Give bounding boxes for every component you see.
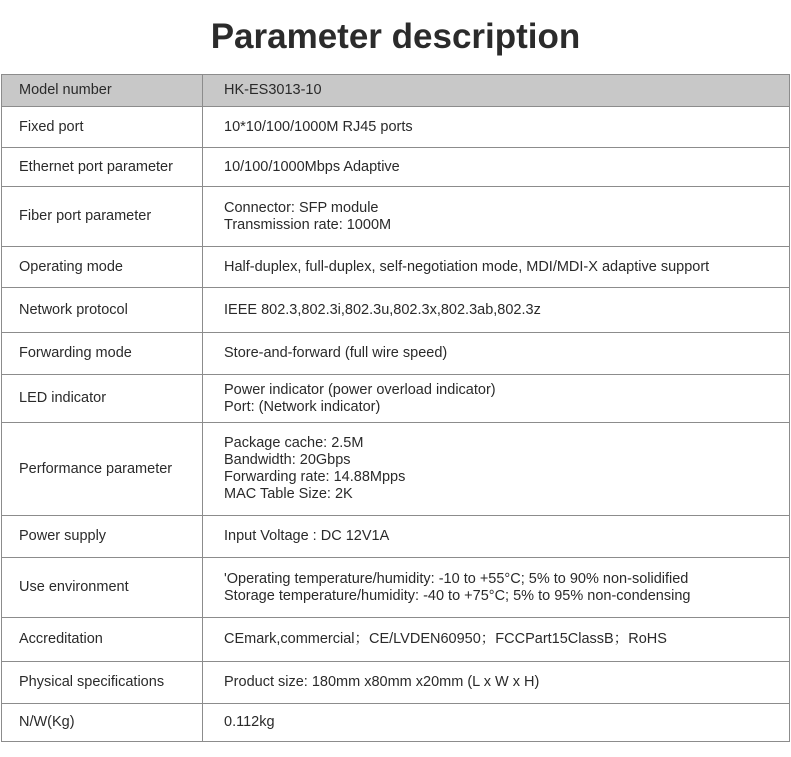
param-value [203, 75, 790, 107]
param-value-line: IEEE 802.3,802.3i,802.3u,802.3x,802.3ab,802.3z [224, 301, 541, 318]
param-value-line: Bandwidth: 20Gbps [224, 452, 351, 468]
param-name: Operating mode [2, 247, 203, 288]
param-value [203, 618, 790, 662]
param-name: Fixed port [2, 107, 203, 148]
param-name: Power supply [2, 516, 203, 558]
param-value-line: Power indicator (power overload indicator) [224, 381, 496, 398]
param-value [203, 558, 790, 618]
table-row [2, 375, 790, 423]
table-row [2, 187, 790, 247]
table-row [2, 423, 790, 516]
table-row [2, 516, 790, 558]
param-value-line: Storage temperature/humidity: -40 to +75°C; 5% to 95% non-condensing [224, 587, 691, 604]
param-value [203, 423, 790, 516]
param-name: Ethernet port parameter [2, 148, 203, 187]
table-row [2, 247, 790, 288]
param-name: N/W(Kg) [2, 704, 203, 742]
param-name: Model number [2, 75, 203, 107]
param-name: Use environment [2, 558, 203, 618]
param-value-line: 'Operating temperature/humidity: -10 to +55°C; 5% to 90% non-solidified [224, 570, 689, 587]
param-value-line: Half-duplex, full-duplex, self-negotiation mode, MDI/MDI-X adaptive support [224, 258, 710, 275]
table-row [2, 288, 790, 333]
param-value [203, 375, 790, 423]
param-value [203, 247, 790, 288]
param-name: Fiber port parameter [2, 187, 203, 247]
param-name: Physical specifications [2, 662, 203, 704]
table-row [2, 333, 790, 375]
table-row [2, 107, 790, 148]
param-value-line: Store-and-forward (full wire speed) [224, 345, 448, 361]
param-value [203, 704, 790, 742]
param-name: Performance parameter [2, 423, 203, 516]
parameter-table [1, 74, 790, 742]
param-value-line: 0.112kg [224, 714, 275, 730]
table-row [2, 618, 790, 662]
param-value-line: MAC Table Size: 2K [224, 486, 353, 502]
param-value-line: Product size: 180mm x80mm x20mm (L x W x H) [224, 674, 540, 690]
table-row [2, 558, 790, 618]
param-value [203, 516, 790, 558]
param-value-line: Input Voltage : DC 12V1A [224, 528, 390, 544]
table-row [2, 148, 790, 187]
page-title: Parameter description [210, 17, 581, 56]
table-row [2, 662, 790, 704]
param-value [203, 288, 790, 333]
table-row [2, 75, 790, 107]
table-row [2, 704, 790, 742]
param-value-line: 10/100/1000Mbps Adaptive [224, 158, 400, 175]
param-value-line: Transmission rate: 1000M [224, 216, 392, 233]
param-value-line: HK-ES3013-10 [224, 82, 322, 98]
param-value [203, 333, 790, 375]
param-value-line: Package cache: 2.5M [224, 435, 364, 451]
param-value-line: CEmark,commercial；CE/LVDEN60950；FCCPart15ClassB；RoHS [224, 631, 667, 647]
param-value [203, 662, 790, 704]
param-name: Network protocol [2, 288, 203, 333]
param-name: LED indicator [2, 375, 203, 423]
param-value-line: 10*10/100/1000M RJ45 ports [224, 118, 413, 135]
param-value-line: Port: (Network indicator) [224, 398, 381, 415]
param-value [203, 148, 790, 187]
param-name: Accreditation [2, 618, 203, 662]
param-value-line: Connector: SFP module [224, 199, 379, 216]
param-value-line: Forwarding rate: 14.88Mpps [224, 469, 406, 485]
param-name: Forwarding mode [2, 333, 203, 375]
param-value [203, 107, 790, 148]
param-value [203, 187, 790, 247]
